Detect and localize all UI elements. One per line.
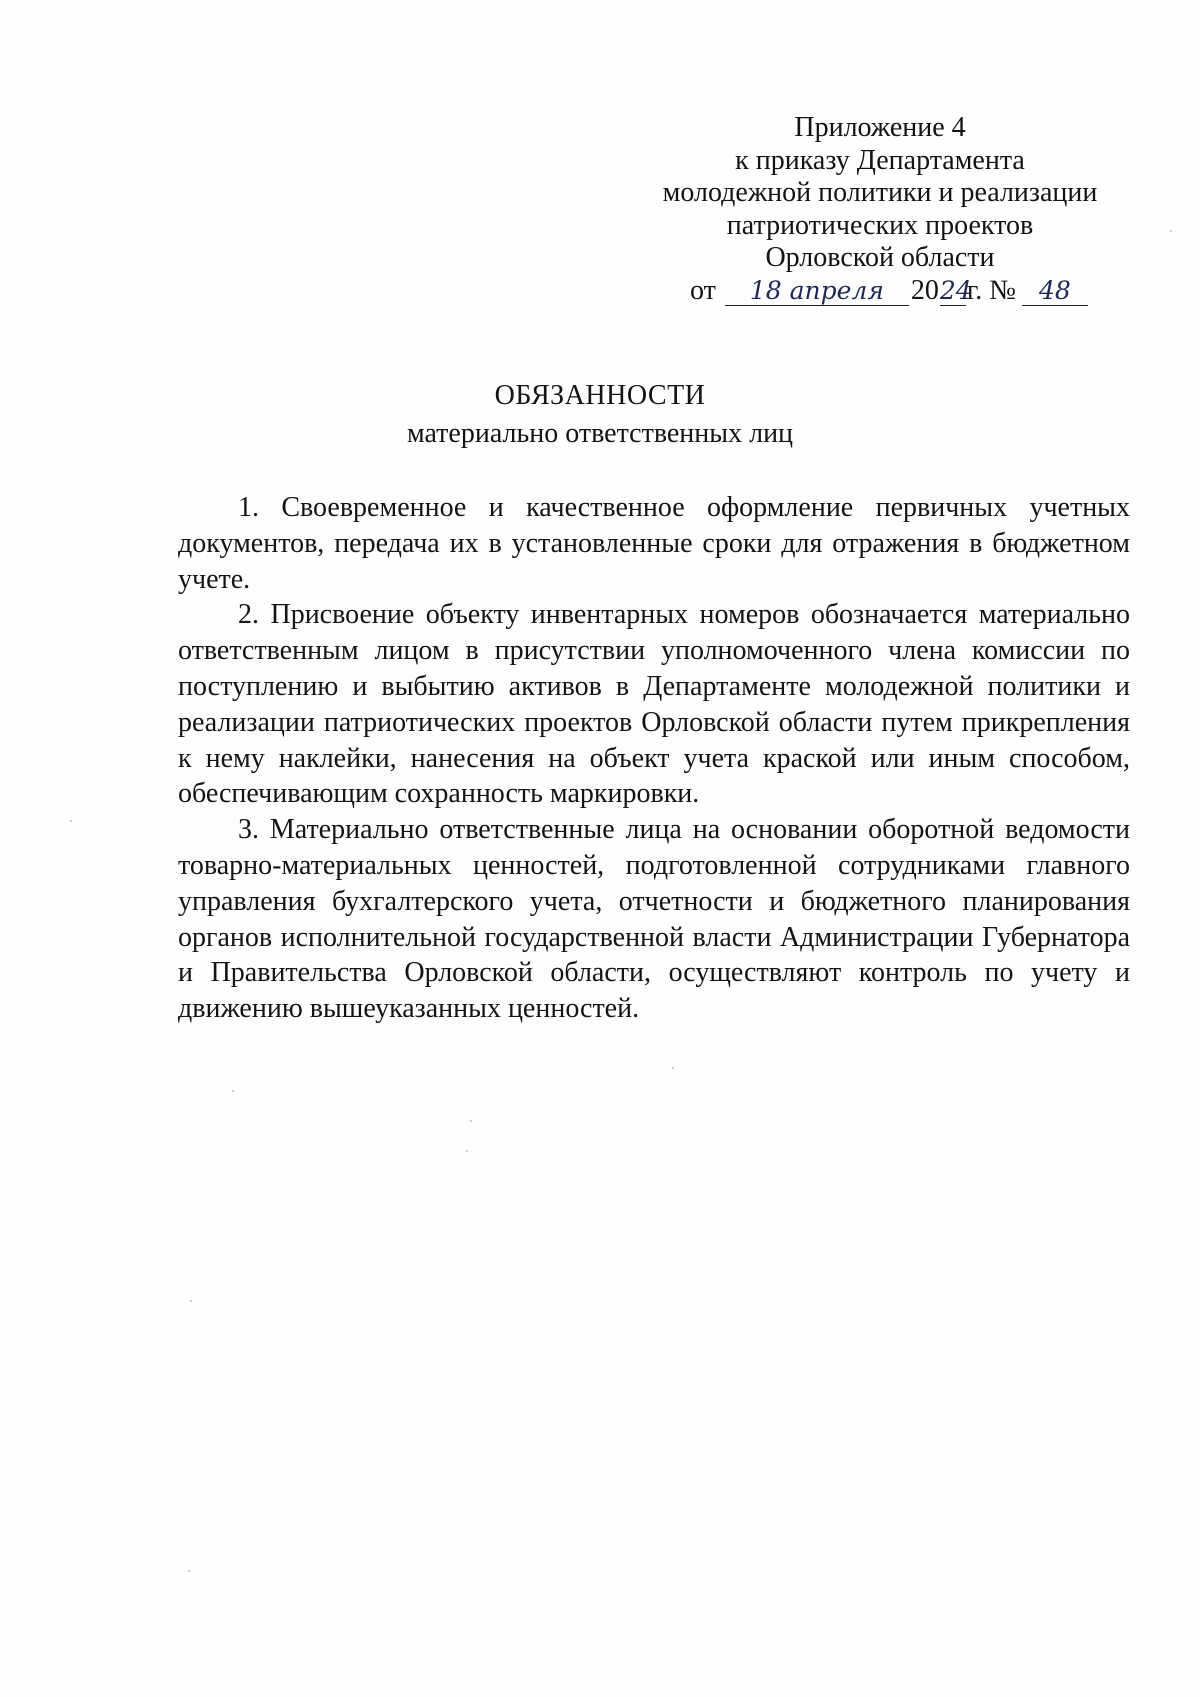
document-body [178,490,1130,1027]
appendix-line-department: молодежной политики и реализации [662,177,1098,208]
scan-speckle [470,1120,472,1122]
appendix-line-region: Орловской области [765,242,995,273]
appendix-line-order: к приказу Департамента [735,144,1025,176]
appendix-line-projects: патриотических проектов [726,209,1034,241]
scan-speckle [190,1300,192,1302]
order-date-line [660,275,1100,308]
handwritten-order-number: 48 [1022,277,1088,306]
year-suffix: г. № [966,274,1016,306]
scan-speckle [232,1090,234,1092]
scan-speckle [188,1570,190,1572]
document-subtitle: материально ответственных лиц [406,418,794,449]
handwritten-year: 24 [939,275,972,305]
appendix-header [660,112,1100,307]
scan-speckle [466,1150,468,1152]
document-title: ОБЯЗАННОСТИ [494,380,706,411]
appendix-title: Приложение 4 [794,112,966,143]
paragraph-2: 2. Присвоение объекту инвентарных номеров обозначается материально ответственным лицом в присутствии уполномоченного члена комиссии по поступлению и выбытию активов в Департаменте молодежной политики и реализации патриотических проектов Орловской области путем прикрепления к нему наклейки, нанесения на объект учета краской или иным способом, обеспечивающим сохранность маркировки. [178,599,1130,810]
paragraph-3: 3. Материально ответственные лица на основании оборотной ведомости товарно-материальных ценностей, подготовленной сотрудниками главного управления бухгалтерского учета, отчетности и бюджетного планирования органов исполнительной государственной власти Администрации Губернатора и Правительства Орловской области, осуществляют контроль по учету и движению вышеуказанных ценностей. [178,814,1130,1025]
scan-speckle [70,820,72,822]
paragraph-1: 1. Своевременное и качественное оформление первичных учетных документов, передача их в установленные сроки для отражения в бюджетном учете. [178,492,1130,595]
date-prefix: от [690,274,716,306]
scan-speckle [672,1067,674,1069]
year-prefix: 20 [910,274,939,306]
handwritten-date: 18 апреля [725,277,909,306]
scan-speckle [1170,230,1172,232]
